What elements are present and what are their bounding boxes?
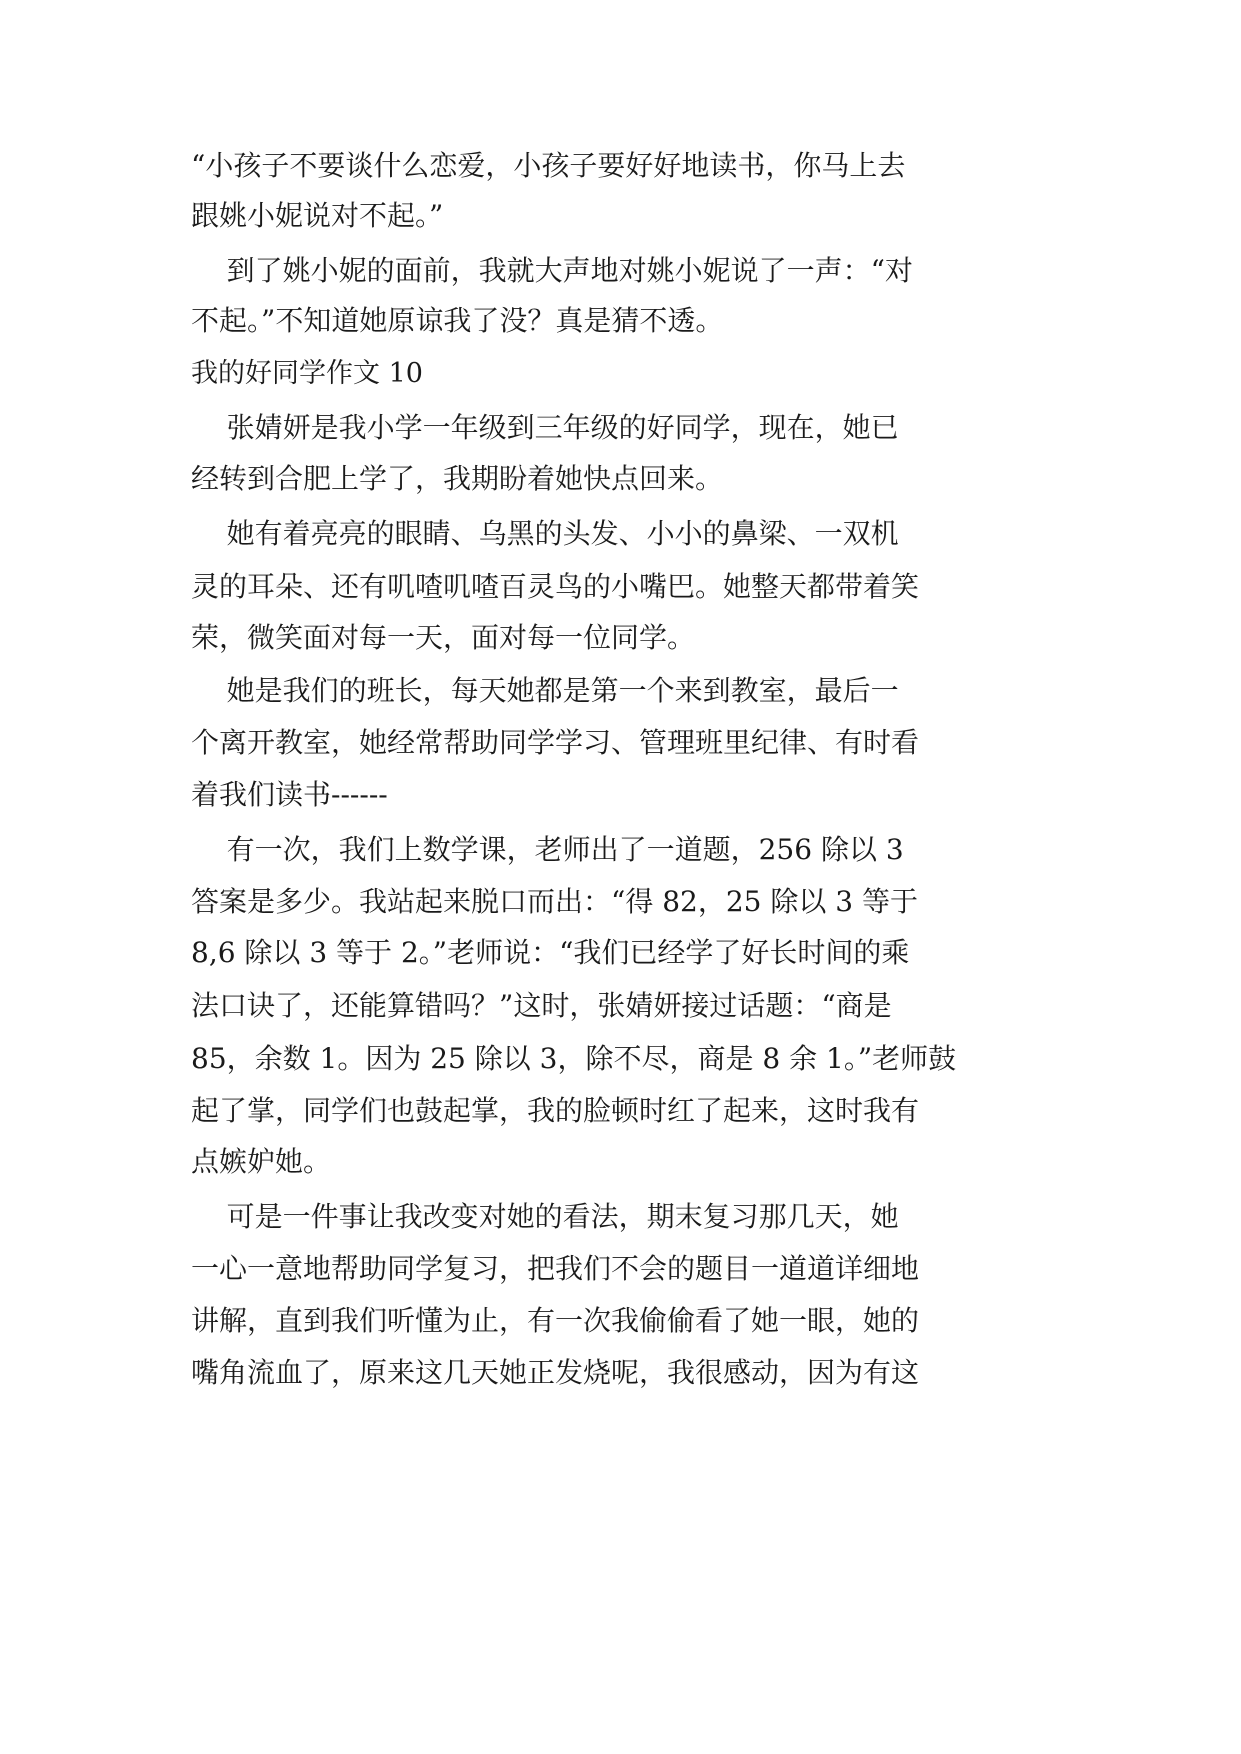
text-line: 讲解，直到我们听懂为止，有一次我偷偷看了她一眼，她的	[191, 1304, 920, 1337]
text-line: 张婧妍是我小学一年级到三年级的好同学，现在，她已	[191, 411, 899, 444]
text-line: 她是我们的班长，每天她都是第一个来到教室，最后一	[191, 674, 899, 707]
text-line: 跟姚小妮说对不起。”	[191, 199, 444, 232]
text-line: “小孩子不要谈什么恋爱，小孩子要好好地读书，你马上去	[191, 149, 906, 182]
text-line: 灵的耳朵、还有叽喳叽喳百灵鸟的小嘴巴。她整天都带着笑	[191, 570, 920, 603]
text-line: 点嫉妒她。	[191, 1145, 332, 1178]
text-line: 她有着亮亮的眼睛、乌黑的头发、小小的鼻梁、一双机	[191, 517, 899, 550]
text-line: 个离开教室，她经常帮助同学学习、管理班里纪律、有时看	[191, 726, 920, 759]
text-line: 8,6 除以 3 等于 2。”老师说：“我们已经学了好长时间的乘	[191, 936, 910, 969]
text-line: 嘴角流血了，原来这几天她正发烧呢，我很感动，因为有这	[191, 1356, 920, 1389]
text-line: 答案是多少。我站起来脱口而出：“得 82，25 除以 3 等于	[191, 885, 918, 918]
text-line: 有一次，我们上数学课，老师出了一道题，256 除以 3	[191, 833, 904, 866]
section-heading: 我的好同学作文 10	[191, 358, 423, 389]
text-line: 不起。”不知道她原谅我了没？真是猜不透。	[191, 304, 724, 337]
text-line: 到了姚小妮的面前，我就大声地对姚小妮说了一声：“对	[191, 254, 913, 287]
text-line: 经转到合肥上学了，我期盼着她快点回来。	[191, 462, 724, 495]
text-line: 法口诀了，还能算错吗？”这时，张婧妍接过话题：“商是	[191, 989, 892, 1022]
text-line: 85，余数 1。因为 25 除以 3，除不尽，商是 8 余 1。”老师鼓	[191, 1042, 957, 1075]
text-line: 一心一意地帮助同学复习，把我们不会的题目一道道详细地	[191, 1252, 920, 1285]
text-line: 着我们读书------	[191, 778, 388, 811]
text-line: 荣，微笑面对每一天，面对每一位同学。	[191, 621, 696, 654]
text-line: 可是一件事让我改变对她的看法，期末复习那几天，她	[191, 1200, 899, 1233]
text-line: 起了掌，同学们也鼓起掌，我的脸顿时红了起来，这时我有	[191, 1094, 920, 1127]
